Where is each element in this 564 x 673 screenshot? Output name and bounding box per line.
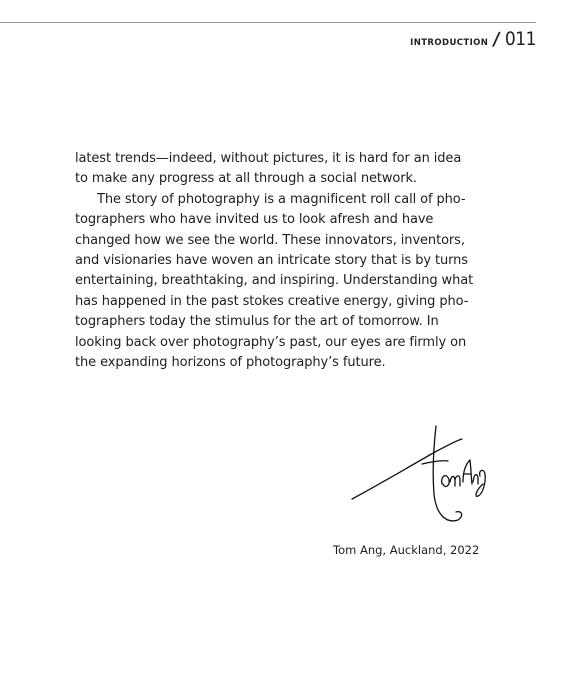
author-credit: Tom Ang, Auckland, 2022 — [333, 543, 480, 557]
body-line: looking back over photography’s past, our eyes are firmly on — [75, 334, 467, 350]
page-number: 011 — [504, 28, 536, 50]
signature-stroke — [352, 439, 462, 499]
signature-stroke — [442, 476, 460, 487]
handwritten-signature — [350, 424, 500, 544]
signature-stroke — [463, 460, 485, 496]
body-line: and visionaries have woven an intricate story that is by turns — [75, 253, 468, 269]
header-rule — [0, 22, 536, 23]
body-line: tographers today the stimulus for the art of tomorrow. In — [75, 314, 439, 330]
header-separator: / — [491, 29, 502, 50]
body-line: entertaining, breathtaking, and inspiring. Understanding what — [75, 273, 474, 289]
body-line: tographers who have invited us to look afresh and have — [75, 212, 434, 228]
signature-stroke — [422, 461, 448, 464]
body-line: to make any progress at all through a social network. — [75, 171, 417, 187]
body-line: latest trends—indeed, without pictures, it is hard for an idea — [75, 151, 462, 166]
running-head — [410, 28, 536, 50]
body-line: changed how we see the world. These innovators, inventors, — [75, 232, 465, 248]
paragraph-start-line: The story of photography is a magnificent roll call of pho- — [97, 191, 466, 207]
body-line: has happened in the past stokes creative energy, giving pho- — [75, 293, 469, 309]
body-line: the expanding horizons of photography’s future. — [75, 355, 386, 371]
section-label: INTRODUCTION — [410, 38, 489, 48]
body-text — [75, 149, 495, 373]
